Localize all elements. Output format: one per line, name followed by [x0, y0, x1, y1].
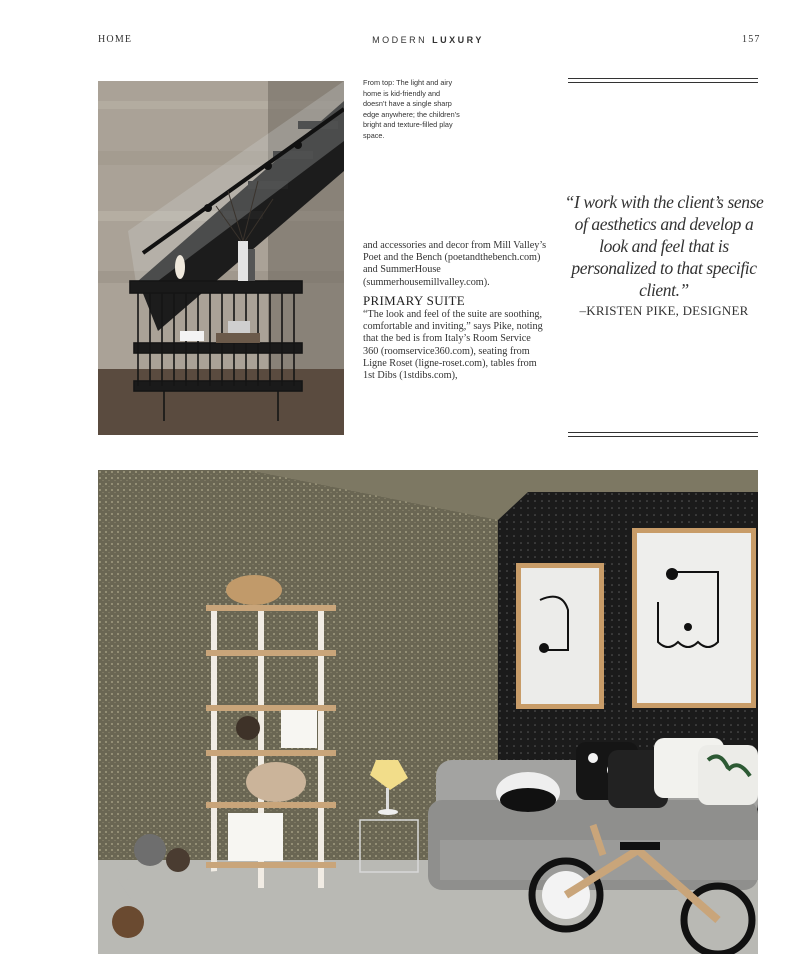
staircase-illustration	[98, 81, 344, 435]
magazine-masthead	[0, 35, 800, 45]
article-body	[363, 240, 547, 382]
page-number: 157	[742, 34, 761, 45]
section-label: HOME	[98, 34, 133, 45]
pull-quote: “I work with the client’s sense of aesthetics and develop a look and feel that is personalized to that specific client.”	[564, 192, 764, 300]
section-subhead: PRIMARY SUITE	[363, 292, 466, 308]
playroom-photo	[98, 470, 758, 954]
article-paragraph: and accessories and decor from Mill Valley’s Poet and the Bench (poetandthebench.com) and SummerHouse (summerhousemillvalley.com).	[363, 240, 547, 288]
staircase-photo	[98, 81, 344, 435]
playroom-illustration	[98, 470, 758, 954]
pull-quote-rule-top	[568, 78, 758, 83]
photo-caption: From top: The light and airy home is kid-friendly and doesn’t have a single sharp edge anywhere; the children’s bright and texture-filled play space.	[363, 78, 460, 140]
pull-quote-attribution: –KRISTEN PIKE, DESIGNER	[579, 303, 749, 318]
masthead-light: MODERN	[372, 35, 428, 45]
masthead-bold: LUXURY	[432, 35, 484, 45]
article-paragraph: “The look and feel of the suite are soothing, comfortable and inviting,” says Pike, noting that the bed is from Italy’s Room Service 360 (roomservice360.com), seating from Ligne Roset (ligne-roset.com), tables from 1st Dibs (1stdibs.com),	[363, 309, 543, 382]
pull-quote-rule-bottom	[568, 432, 758, 437]
